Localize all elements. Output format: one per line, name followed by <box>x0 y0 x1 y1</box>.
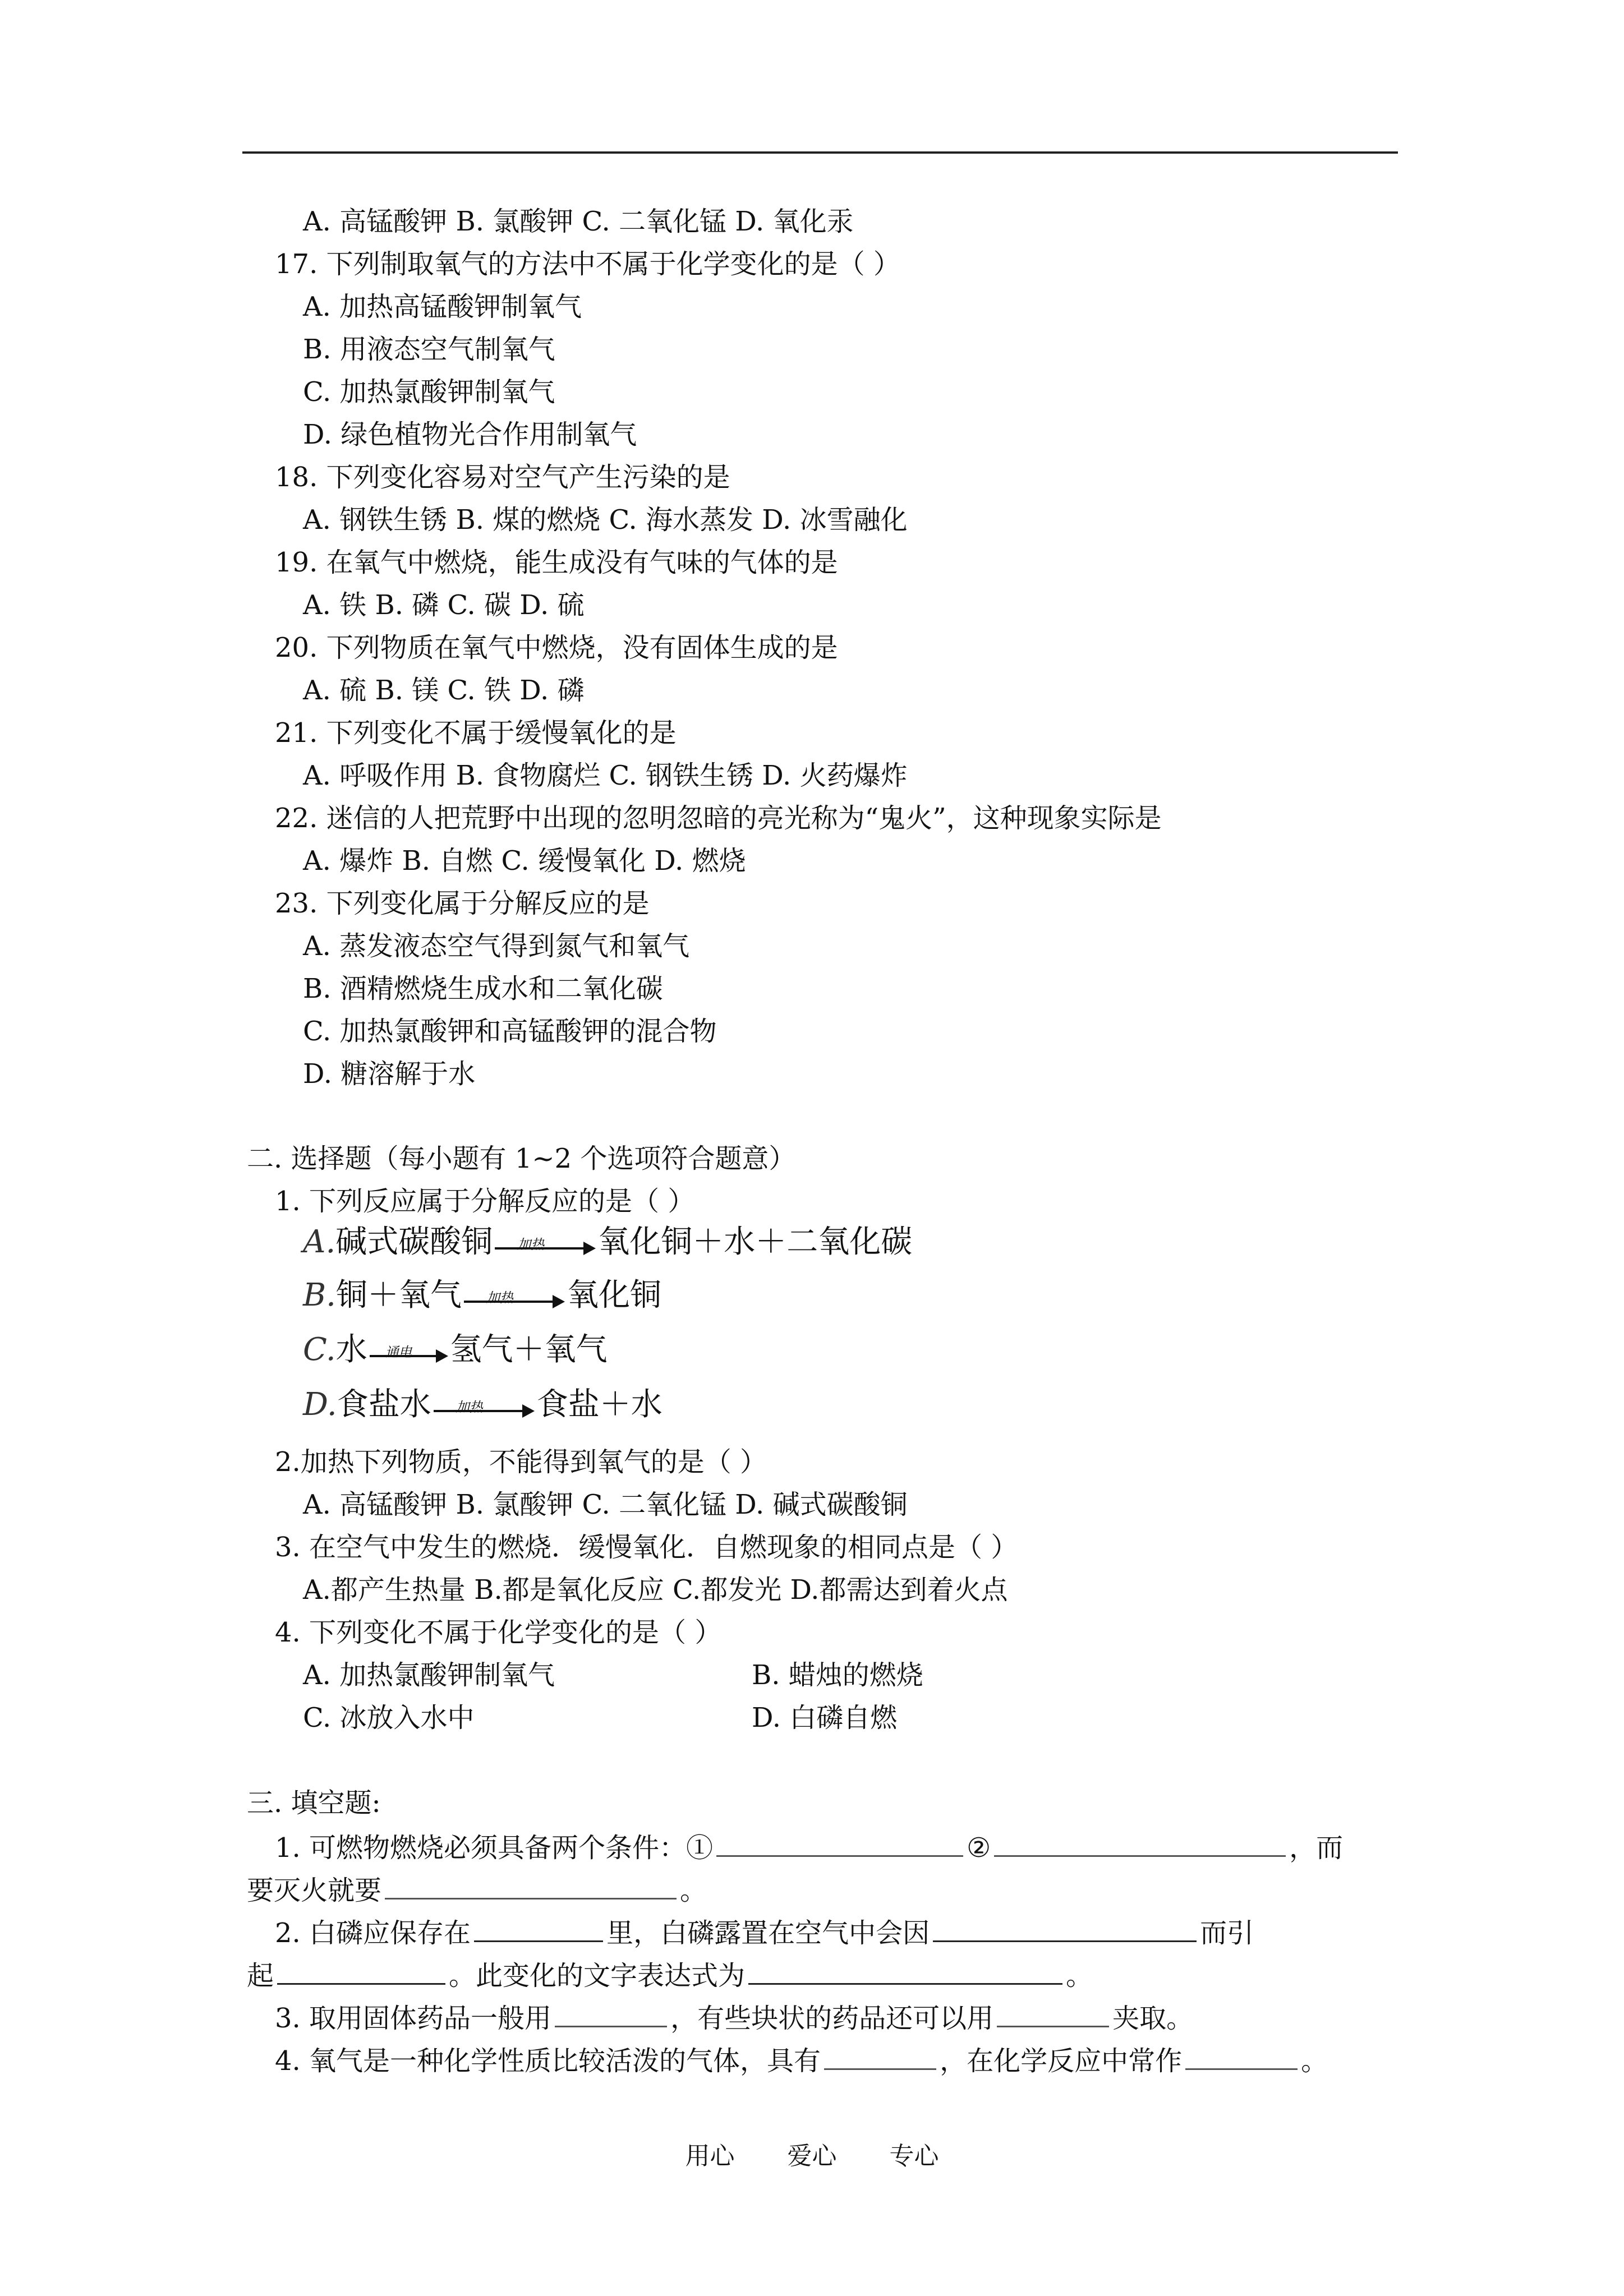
s2-q4-option-b[interactable]: B. 蜡烛的燃烧 <box>752 1659 923 1691</box>
fill-blank-5[interactable] <box>933 1915 1197 1942</box>
s2-q3-stem: 3. 在空气中发生的燃烧．缓慢氧化．自燃现象的相同点是（ ） <box>275 1532 1018 1563</box>
q23-option-b[interactable]: B. 酒精燃烧生成水和二氧化碳 <box>303 973 663 1004</box>
fill-text: 。 <box>1301 2045 1328 2077</box>
equation-d[interactable] <box>303 1385 663 1424</box>
fill-q1-line1 <box>275 1829 1343 1865</box>
s2-q2-stem: 2.加热下列物质，不能得到氧气的是（ ） <box>275 1446 767 1478</box>
fill-text: 1. 可燃物燃烧必须具备两个条件：① <box>275 1832 714 1864</box>
equation-letter: C. <box>303 1331 336 1368</box>
section-2-heading: 二. 选择题（每小题有 1~2 个选项符合题意） <box>247 1143 796 1174</box>
fill-text: 而引 <box>1200 1917 1254 1949</box>
fill-text: 起 <box>247 1960 274 1991</box>
q23-option-a[interactable]: A. 蒸发液态空气得到氮气和氧气 <box>303 930 690 962</box>
q17-option-a[interactable]: A. 加热高锰酸钾制氧气 <box>303 291 582 322</box>
equation-reactants: 水 <box>335 1331 367 1368</box>
fill-blank-11[interactable] <box>1185 2043 1298 2070</box>
equation-a[interactable] <box>303 1223 912 1262</box>
fill-blank-6[interactable] <box>277 1957 445 1985</box>
s2-q2-options[interactable]: A. 高锰酸钾 B. 氯酸钾 C. 二氧化锰 D. 碱式碳酸铜 <box>303 1489 908 1520</box>
q17-option-b[interactable]: B. 用液态空气制氧气 <box>303 334 555 365</box>
fill-text: 要灭火就要 <box>247 1875 382 1906</box>
q22-stem: 22. 迷信的人把荒野中出现的忽明忽暗的亮光称为“鬼火”，这种现象实际是 <box>275 803 1162 834</box>
equation-products: 氧化铜＋水＋二氧化碳 <box>598 1224 913 1260</box>
fill-text: ，在化学反应中常作 <box>940 2045 1183 2077</box>
fill-text: ，有些块状的药品还可以用 <box>670 2003 994 2034</box>
reaction-arrow-icon <box>434 1395 535 1418</box>
fill-q3 <box>275 2000 1193 2035</box>
fill-blank-3[interactable] <box>385 1872 677 1899</box>
equation-reactants: 食盐水 <box>337 1386 431 1423</box>
equation-letter: B. <box>303 1277 336 1313</box>
fill-text: 。 <box>680 1875 707 1906</box>
fill-text: 夹取。 <box>1112 2003 1194 2034</box>
reaction-condition: 加热 <box>486 1289 513 1306</box>
equation-c[interactable] <box>303 1330 608 1370</box>
q19-stem: 19. 在氧气中燃烧，能生成没有气味的气体的是 <box>275 547 838 578</box>
fill-q2-line1 <box>275 1915 1254 1950</box>
fill-text: 4. 氧气是一种化学性质比较活泼的气体，具有 <box>275 2045 821 2077</box>
fill-blank-9[interactable] <box>997 2000 1109 2027</box>
q19-options[interactable]: A. 铁 B. 磷 C. 碳 D. 硫 <box>303 589 585 621</box>
q16-options: A. 高锰酸钾 B. 氯酸钾 C. 二氧化锰 D. 氧化汞 <box>303 206 854 237</box>
q18-stem: 18. 下列变化容易对空气产生污染的是 <box>275 462 730 493</box>
s2-q4-option-c[interactable]: C. 冰放入水中 <box>303 1702 475 1733</box>
fill-q2-line2 <box>247 1957 1093 1993</box>
q17-option-d[interactable]: D. 绿色植物光合作用制氧气 <box>303 419 637 450</box>
s2-q1-stem: 1. 下列反应属于分解反应的是（ ） <box>275 1186 695 1217</box>
equation-b[interactable] <box>303 1276 661 1315</box>
fill-text: ，而 <box>1289 1832 1344 1864</box>
q22-options[interactable]: A. 爆炸 B. 自燃 C. 缓慢氧化 D. 燃烧 <box>303 845 746 877</box>
fill-blank-2[interactable] <box>994 1829 1286 1857</box>
q17-option-c[interactable]: C. 加热氯酸钾制氧气 <box>303 376 555 408</box>
equation-products: 食盐＋水 <box>536 1386 663 1423</box>
q20-stem: 20. 下列物质在氧气中燃烧，没有固体生成的是 <box>275 632 838 663</box>
q23-stem: 23. 下列变化属于分解反应的是 <box>275 888 650 919</box>
s2-q4-option-a[interactable]: A. 加热氯酸钾制氧气 <box>303 1659 555 1691</box>
fill-blank-8[interactable] <box>555 2000 667 2027</box>
fill-blank-1[interactable] <box>716 1829 963 1857</box>
q21-stem: 21. 下列变化不属于缓慢氧化的是 <box>275 717 677 749</box>
fill-text: 3. 取用固体药品一般用 <box>275 2003 552 2034</box>
reaction-condition: 加热 <box>456 1399 483 1415</box>
footer-item: 用心 <box>685 2142 735 2170</box>
reaction-arrow-icon <box>495 1233 596 1255</box>
q23-option-d[interactable]: D. 糖溶解于水 <box>303 1058 476 1090</box>
fill-text: 2. 白磷应保存在 <box>275 1917 471 1949</box>
footer-item: 爱心 <box>787 2142 837 2170</box>
fill-q1-line2 <box>247 1872 707 1907</box>
equation-reactants: 铜＋氧气 <box>335 1277 462 1313</box>
fill-text: 里，白磷露置在空气中会因 <box>606 1917 930 1949</box>
fill-text: 。 <box>1066 1960 1093 1991</box>
equation-products: 氢气＋氧气 <box>450 1331 608 1368</box>
footer-item: 专心 <box>889 2142 939 2170</box>
fill-text: ② <box>967 1832 991 1864</box>
fill-text: 。此变化的文字表达式为 <box>449 1960 746 1991</box>
page-footer <box>0 2136 1624 2171</box>
fill-q4 <box>275 2043 1328 2078</box>
section-3-heading: 三. 填空题: <box>247 1787 381 1819</box>
fill-blank-10[interactable] <box>824 2043 936 2070</box>
fill-blank-4[interactable] <box>474 1915 603 1942</box>
equation-letter: A. <box>303 1224 336 1260</box>
q21-options[interactable]: A. 呼吸作用 B. 食物腐烂 C. 钢铁生锈 D. 火药爆炸 <box>303 760 908 791</box>
s2-q4-stem: 4. 下列变化不属于化学变化的是（ ） <box>275 1617 722 1648</box>
q17-stem: 17. 下列制取氧气的方法中不属于化学变化的是（ ） <box>275 248 900 280</box>
equation-letter: D. <box>303 1386 337 1423</box>
q18-options[interactable]: A. 钢铁生锈 B. 煤的燃烧 C. 海水蒸发 D. 冰雪融化 <box>303 504 908 536</box>
equation-products: 氧化铜 <box>567 1277 661 1313</box>
reaction-arrow-icon <box>370 1340 448 1363</box>
q23-option-c[interactable]: C. 加热氯酸钾和高锰酸钾的混合物 <box>303 1016 717 1047</box>
reaction-condition: 加热 <box>517 1236 545 1252</box>
s2-q4-option-d[interactable]: D. 白磷自燃 <box>752 1702 898 1733</box>
header-rule <box>242 151 1398 154</box>
reaction-arrow-icon <box>464 1286 565 1308</box>
reaction-condition: 通电 <box>385 1344 412 1360</box>
equation-reactants: 碱式碳酸铜 <box>335 1224 493 1260</box>
fill-blank-7[interactable] <box>748 1957 1062 1985</box>
q20-options[interactable]: A. 硫 B. 镁 C. 铁 D. 磷 <box>303 675 585 706</box>
s2-q3-options[interactable]: A.都产生热量 B.都是氧化反应 C.都发光 D.都需达到着火点 <box>303 1574 1008 1606</box>
